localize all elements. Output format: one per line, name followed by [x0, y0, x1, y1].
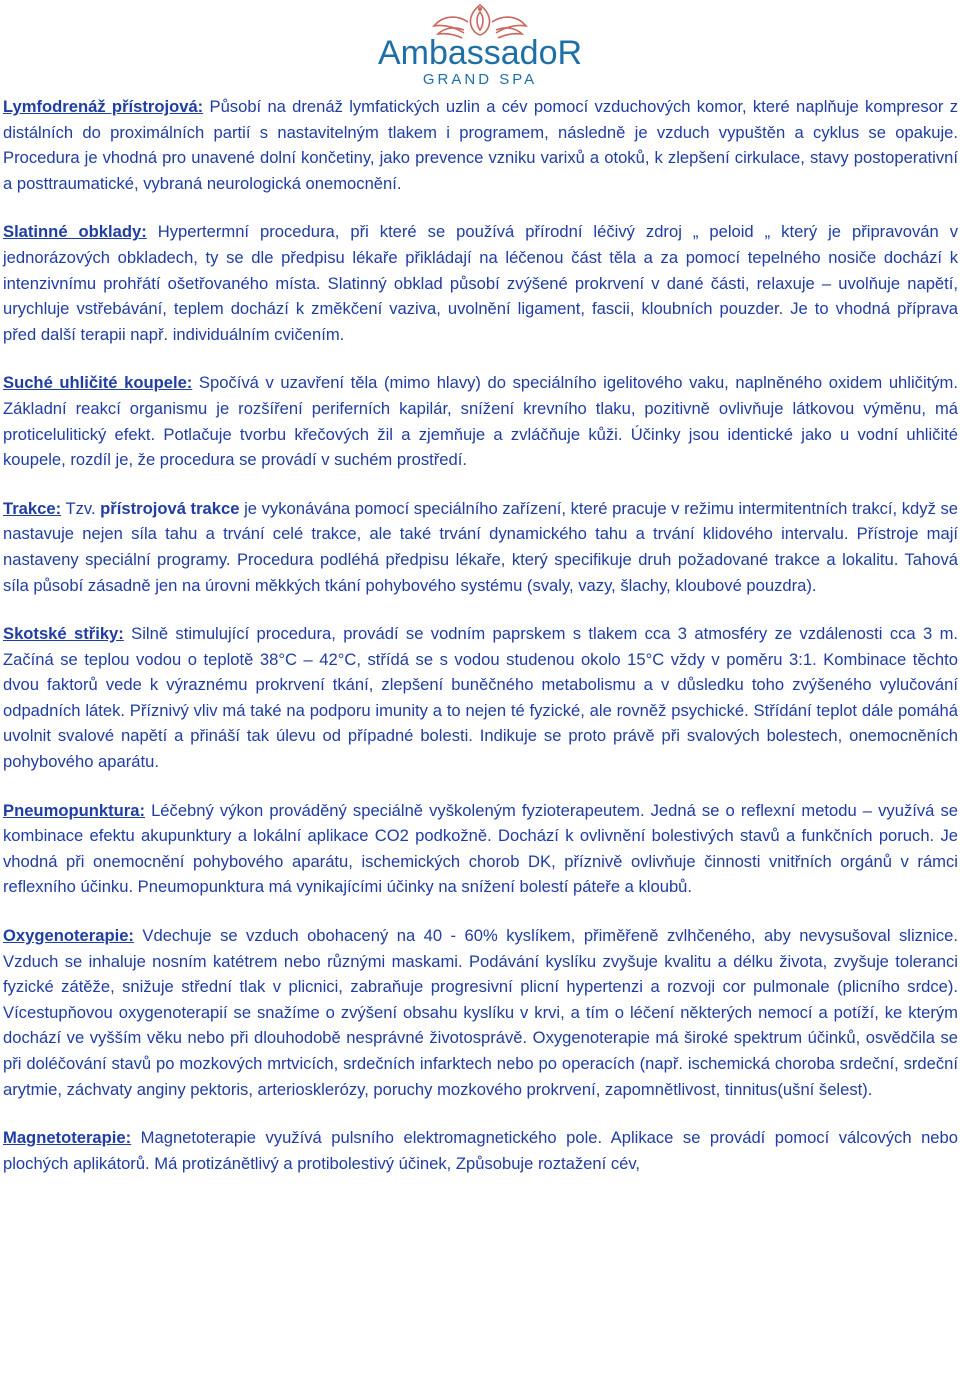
logo-sub-text: GRAND SPA: [422, 71, 538, 88]
section-term: Suché uhličité koupele:: [3, 373, 193, 393]
section-bold-text: přístrojová trakce: [100, 498, 240, 518]
section-pneumopunktura: [3, 798, 958, 900]
section-text: Vdechuje se vzduch obohacený na 40 - 60% kyslíkem, přiměřeně zvlhčeného, aby nevysušoval sliznice. Vzduch se inhaluje nosním katétrem nebo různými maskami. Podávání kyslíku zvyšuje kvalitu a délku života, zvyšuje toleranci fyzické zátěže, snižuje střední tlak v plicnici, zabraňuje progresivní plicní hypertenzi a rozvoji cor pulmonale (plicního srdce). Vícestupňovou oxygenoterapií se snažíme o zvýšení obsahu kyslíku v krvi, a tím o léčení některých nemocí a potíží, ke kterým dochází ve vyšším věku nebo při dlouhodobě nesprávné životosprávě. Oxygenoterapie má široké spektrum účinků, osvědčila se při doléčování stavů po mozkových mrtvicích, srdečních infarktech nebo po operacích (např. ischemická choroba srdeční, srdeční arytmie, záchvaty anginy pektoris, arteriosklerózy, poruchy mozkového prokrvení, zapomnětlivost, tinnitus(ušní šelest).: [3, 926, 958, 1099]
section-text: Spočívá v uzavření těla (mimo hlavy) do speciálního igelitového vaku, naplněného oxidem uhličitým. Základní reakcí organismu je rozšíření periferních kapilár, snížení krevního tlaku, pozitivně ovlivňuje látkovou výměnu, má proticelulitický efekt. Potlačuje tvorbu křečových žil a zjemňuje a zvláčňuje kůži. Účinky jsou identické jako u vodní uhličité koupele, rozdíl je, že procedura se provádí v suchém prostředí.: [3, 373, 958, 470]
section-magnetoterapie: [3, 1125, 958, 1176]
section-text: Hypertermní procedura, při které se používá přírodní léčivý zdroj „ peloid „ který je připravován v jednorázových obkladech, ty se dle předpisu lékaře přikládají na léčenou část těla a za pomocí tepelného nosiče dochází k intenzivnímu prohřátí ošetřovaného místa. Slatinný obklad působí zvýšené prokrvení v dané části, relaxuje – uvolňuje napětí, urychluje vstřebávání, teplem dochází k změkčení vaziva, uvolnění ligament, fascii, kloubních pouzder. Je to vhodná příprava před další terapii např. individuálním cvičením.: [3, 222, 958, 344]
section-slatinne-obklady: [3, 219, 958, 347]
section-term: Slatinné obklady:: [3, 222, 147, 242]
section-term: Oxygenoterapie:: [3, 926, 134, 946]
section-suche-uhlicite-koupele: [3, 370, 958, 472]
section-text: Silně stimulující procedura, provádí se vodním paprskem s tlakem cca 3 atmosféry ze vzdálenosti cca 3 m. Začíná se teplou vodou o teplotě 38°C – 42°C, střídá se s vodou studenou okolo 15°C vždy v poměru 3:1. Kombinace těchto dvou faktorů vede k výraznému prokrvení tkání, zlepšení buněčného metabolismu a v důsledku toho zvýšeného vylučování odpadních látek. Příznivý vliv má také na podporu imunity a to nejen té fyzické, ale rovněž psychické. Střídání teplot dále pomáhá uvolnit svalové napětí a přináší tak úlevu od případné bolesti. Indikuje se proto právě při svalových bolestech, onemocněních pohybového aparátu.: [3, 624, 958, 772]
section-text: je vykonávána pomocí speciálního zařízení, které pracuje v režimu intermitentních trakcí, když se nastavuje nejen síla tahu a trvání celé trakce, ale také trvání dynamického tahu a trvání klidového intervalu. Přístroje mají nastaveny speciální programy. Procedura podléhá předpisu lékaře, který specifikuje druh požadované trakce a lokalitu. Tahová síla působí zásadně jen na úrovni měkkých tkání pohybového systému (svaly, vazy, šlachy, kloubové pouzdra).: [3, 498, 959, 595]
section-text: Léčebný výkon prováděný speciálně vyškoleným fyzioterapeutem. Jedná se o reflexní metodu – využívá se kombinace efektu akupunktury a lokální aplikace CO2 podkožně. Dochází k ovlivnění bolestivých stavů a funkčních poruch. Je vhodná při onemocnění pohybového aparátu, ischemických chorob DK, příznivě ovlivňuje činnosti vnitřních orgánů v rámci reflexního účinku. Pneumopunktura má vynikajícími účinky na snížení bolestí páteře a kloubů.: [3, 800, 958, 897]
section-text: Působí na drenáž lymfatických uzlin a cév pomocí vzduchových komor, které naplňuje kompresor z distálních do proximálních partií s nastavitelným tlakem i programem, následně je vzduch vypuštěn a cyklus se opakuje. Procedura je vhodná pro unavené dolní končetiny, jako prevence vzniku varixů a otoků, k zlepšení cirkulace, stavy postoperativní a posttraumatické, vybraná neurologická onemocnění.: [3, 97, 958, 193]
section-skotske-striky: [3, 621, 958, 775]
section-term: Magnetoterapie:: [3, 1128, 132, 1148]
section-term: Lymfodrenáž přístrojová:: [3, 97, 204, 116]
section-oxygenoterapie: [3, 923, 958, 1102]
section-text: Magnetoterapie využívá pulsního elektromagnetického pole. Aplikace se provádí pomocí válcových nebo plochých aplikátorů. Má protizánětlivý a protibolestivý účinek, Způsobuje roztažení cév,: [3, 1128, 958, 1173]
logo-graphic: [360, 0, 600, 92]
section-text-prefix: Tzv.: [61, 498, 101, 518]
document-body: [3, 94, 958, 1199]
logo-brand-text: AmbassadoR: [377, 34, 583, 72]
section-trakce: [3, 496, 958, 598]
ambassador-grand-spa-logo: [360, 0, 600, 92]
section-term: Pneumopunktura:: [3, 800, 145, 820]
section-term: Skotské střiky:: [3, 624, 124, 644]
section-term: Trakce:: [3, 498, 62, 518]
section-lymfodrenaz: [3, 94, 958, 196]
